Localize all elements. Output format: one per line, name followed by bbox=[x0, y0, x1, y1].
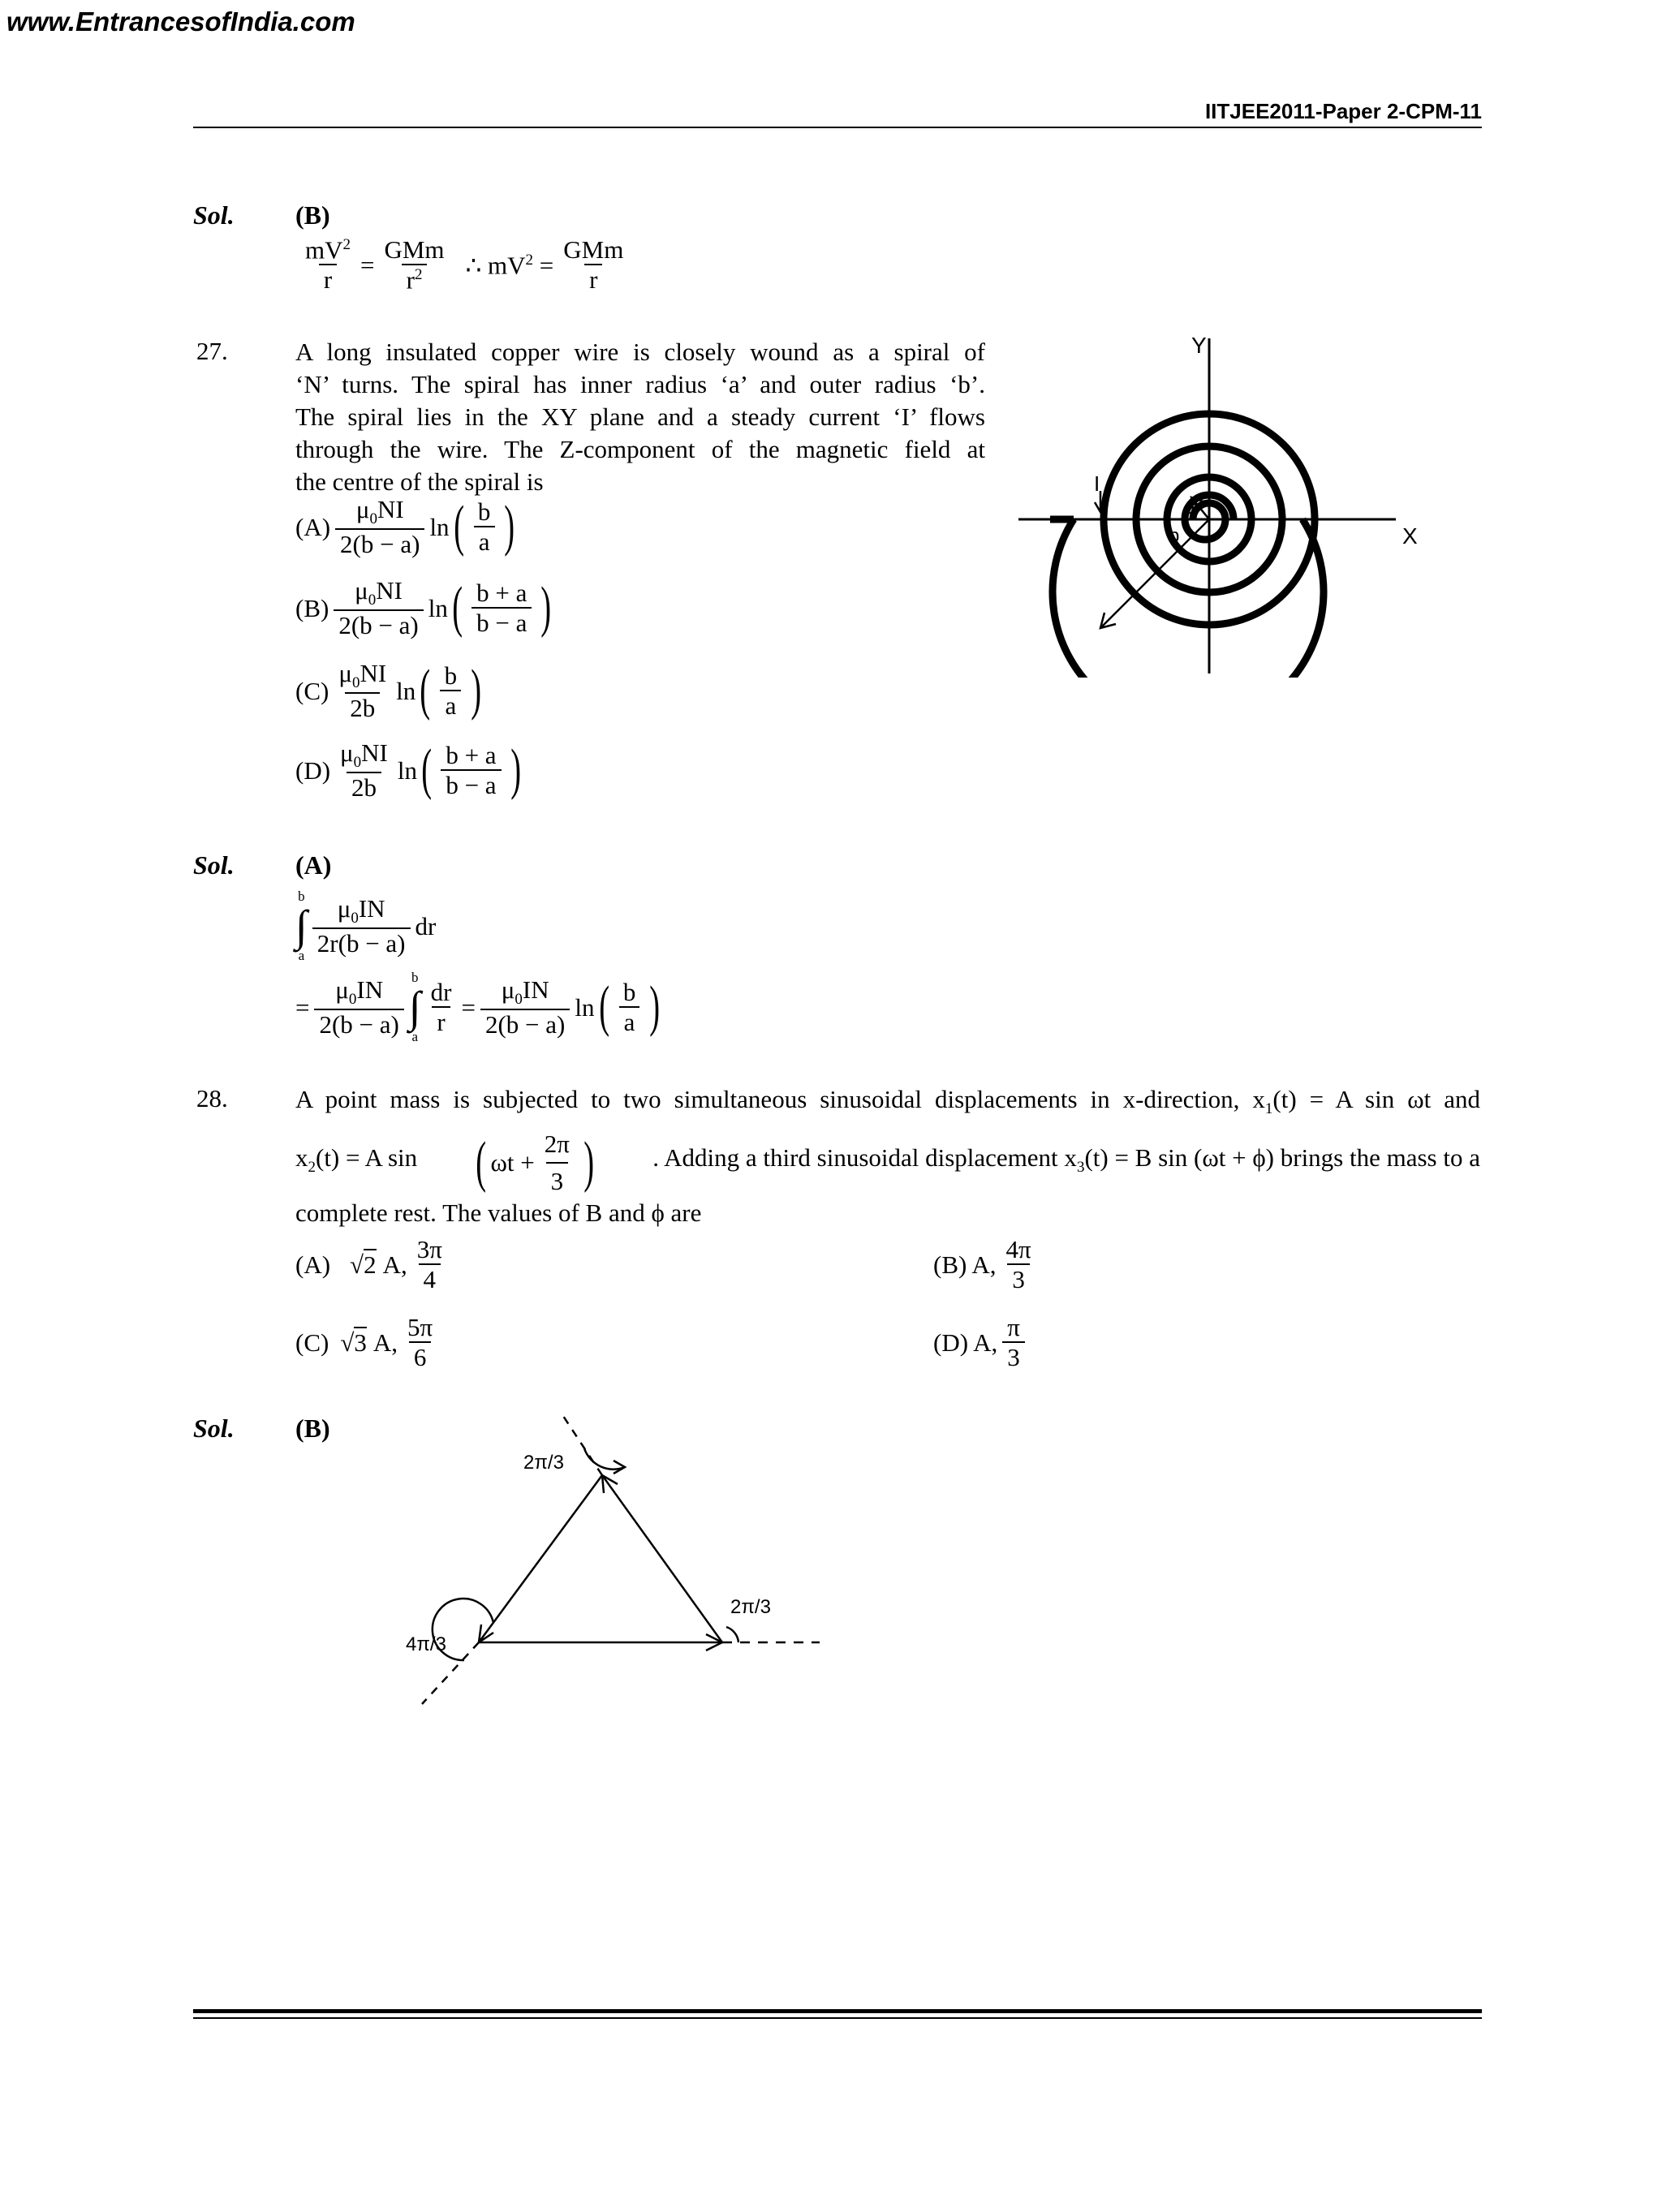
footer-rule-thick bbox=[193, 2009, 1482, 2013]
q27-stem: A long insulated copper wire is closely wound as a spiral of ‘N’ turns. The spiral has inner radius ‘a’ and outer radius ‘b’. The spiral lies in the XY plane and a steady current ‘I’ flows through the wire. The Z-component of the magnetic field at the centre of the spiral is bbox=[295, 338, 985, 496]
header-rule bbox=[193, 127, 1482, 128]
q28-option-a[interactable]: (A) √2 A, $\frac{3\pi}{4}$ bbox=[295, 1235, 442, 1293]
label-b: b bbox=[1169, 525, 1180, 547]
sol26-equation: $\frac{mV^2}{r}$ = $\frac{\text{GMm}}{r^2}$ ∴ $mV^2$ = $\frac{\text{GMm}}{r}$ bbox=[295, 237, 633, 292]
q27-option-d[interactable]: (D) $\frac{\mu_0NI}{2b}$ ln ( $\frac{b + a}{b - a}$ ) bbox=[295, 738, 521, 803]
angle-arc-top bbox=[584, 1448, 625, 1470]
site-watermark: www.EntrancesofIndia.com bbox=[6, 6, 355, 37]
angle-label-right: 2π/3 bbox=[730, 1596, 771, 1618]
q28-number: 28. bbox=[196, 1084, 228, 1112]
sol26-frac-mid: $\frac{\text{GMm}}{r^2}$ bbox=[384, 235, 445, 295]
q27-option-a[interactable]: (A) $\frac{\mu_0NI}{2(b - a)}$ ln ( $\frac{b}{a}$ ) bbox=[295, 495, 515, 559]
label-a: a bbox=[1186, 494, 1199, 519]
page-header: IITJEE2011-Paper 2-CPM-11 bbox=[1204, 99, 1482, 123]
sol28-answer: (B) bbox=[295, 1414, 330, 1443]
sol27-line1: b ∫ a $\frac{\mu_0IN}{2r(b - a)}$ dr bbox=[295, 889, 437, 963]
sol-label: Sol. bbox=[193, 1414, 235, 1443]
sol26-frac-rhs: $\frac{\text{GMm}}{r}$ bbox=[563, 235, 624, 295]
q27-number: 27. bbox=[196, 337, 228, 365]
sol26-frac-lhs: $\frac{mV^2}{r}$ bbox=[305, 235, 351, 295]
sol27-answer: (A) bbox=[295, 850, 332, 880]
q28-line2: $x_2(t) = A$ sin ( ωt + $\frac{2\pi}{3}$ ) . Adding a third sinusoidal displacement $x_3(t) = B$ sin (ωt + ϕ) brings the mass to a bbox=[295, 1128, 1480, 1198]
spiral-wire bbox=[1050, 414, 1324, 678]
spiral-figure bbox=[1006, 329, 1445, 678]
sol27-line2: = $\frac{\mu_0IN}{2(b - a)}$ b ∫ a $\frac{dr}{r}$ = $\frac{\mu_0IN}{2(b - a)}$ ln ( $\frac{b}{a}$ ) bbox=[295, 970, 661, 1044]
phasor-2 bbox=[602, 1475, 722, 1642]
sol-label: Sol. bbox=[193, 200, 235, 230]
phasor-3 bbox=[479, 1475, 602, 1642]
q27-option-c[interactable]: (C) $\frac{\mu_0NI}{2b}$ ln ( $\frac{b}{a}$ ) bbox=[295, 659, 482, 723]
footer-rule-thin bbox=[193, 2017, 1482, 2019]
label-y: Y bbox=[1191, 333, 1207, 358]
q28-option-c[interactable]: (C) √3 A, $\frac{5\pi}{6}$ bbox=[295, 1313, 433, 1371]
q28-option-d[interactable]: (D) A, $\frac{\pi}{3}$ bbox=[933, 1315, 1030, 1370]
q28-option-b[interactable]: (B) A, $\frac{4\pi}{3}$ bbox=[933, 1235, 1031, 1293]
label-current: I bbox=[1094, 471, 1100, 496]
sol26-answer: (B) bbox=[295, 200, 330, 230]
angle-label-top: 2π/3 bbox=[523, 1452, 564, 1474]
sol-label: Sol. bbox=[193, 850, 235, 880]
q27-option-b[interactable]: (B) $\frac{\mu_0NI}{2(b - a)}$ ln ( $\frac{b + a}{b - a}$ ) bbox=[295, 576, 552, 640]
label-x: X bbox=[1402, 523, 1418, 549]
angle-label-left: 4π/3 bbox=[406, 1633, 446, 1655]
angle-arc-right bbox=[726, 1627, 738, 1642]
q28-line3: complete rest. The values of B and ϕ are bbox=[295, 1199, 702, 1227]
phasor-triangle-figure bbox=[390, 1404, 844, 1712]
q28-line1: A point mass is subjected to two simultaneous sinusoidal displacements in x-direction, $x_1(t) = A$ sin ωt and bbox=[295, 1085, 1480, 1118]
